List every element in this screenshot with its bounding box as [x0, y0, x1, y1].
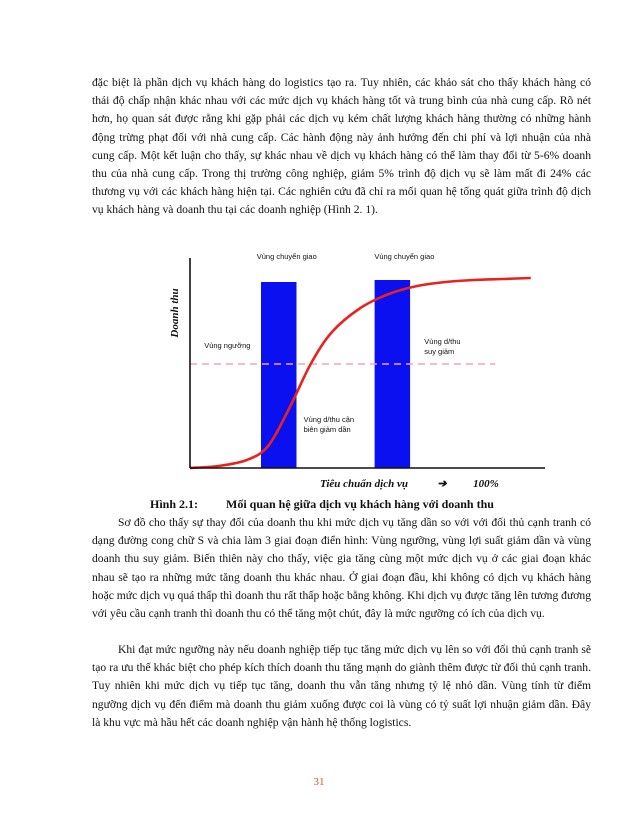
figure-caption-title: Mối quan hệ giữa dịch vụ khách hàng với doanh thu [226, 497, 494, 511]
transition-band-label-1: Vùng chuyển giao [256, 252, 317, 261]
revenue-curve [190, 278, 531, 468]
zone-revenue-decline-line-2: suy giảm [424, 347, 455, 356]
transition-band-1 [261, 282, 297, 468]
zone-decreasing-margin-line-1: Vùng d/thu cận [303, 415, 355, 424]
transition-band-label-2: Vùng chuyển giao [374, 252, 435, 261]
figure-caption [150, 497, 590, 512]
revenue-service-figure [150, 248, 570, 498]
zone-revenue-decline-line-1: Vùng d/thu [424, 337, 461, 346]
transition-band-2 [375, 280, 411, 468]
zone-threshold-line-1: Vùng ngưỡng [204, 341, 251, 350]
zone-decreasing-margin-line-2: biên giảm dần [303, 425, 351, 434]
figure-caption-number: Hình 2.1: [150, 497, 199, 511]
y-axis-label: Doanh thu [169, 288, 181, 338]
paragraph-3: Khi đạt mức ngưỡng này nếu doanh nghiệp tiếp tục tăng mức dịch vụ lên so với đối thủ cạnh tranh sẽ tạo ra ưu thế khác biệt cho phép kích thích doanh thu tăng mạnh do giành thêm được từ đối thủ cạnh tranh. Tuy nhiên khi mức dịch vụ tiếp tục tăng, doanh thu vẫn tăng nhưng tỷ lệ nhỏ dần. Vùng tính từ điểm ngưỡng dịch vụ đến điểm mà doanh thu giảm xuống được coi là vùng có tỷ suất lợi nhuận giảm dần. Đây là khu vực mà hầu hết các doanh nghiệp vận hành hệ thống logistics. [92, 643, 591, 729]
paragraph-1: đặc biệt là phần dịch vụ khách hàng do logistics tạo ra. Tuy nhiên, các khảo sát cho thấy khách hàng có thái độ chấp nhận khác nhau với các mức dịch vụ khách hàng tốt và trung bình của nhà cung cấp. Rõ nét hơn, họ quan sát được rằng khi gặp phải các dịch vụ kém chất lượng khách hàng thường có những hành động trừng phạt đối với nhà cung cấp. Các hành động này ảnh hưởng đến chi phí và lợi nhuận của nhà cung cấp. Một kết luận cho thấy, sự khác nhau về dịch vụ khách hàng có thể làm thay đổi từ 5-6% doanh thu của nhà cung cấp. Trong thị trường công nghiệp, giảm 5% trình độ dịch vụ sẽ làm mất đi 24% các thương vụ với các khách hàng hiện tại. Các nghiên cứu đã chỉ ra mối quan hệ tổng quát giữa trình độ dịch vụ khách hàng và doanh thu tại các doanh nghiệp (Hình 2. 1). [92, 76, 591, 217]
revenue-service-chart [150, 248, 570, 498]
x-axis-arrow: ➔ [437, 478, 447, 490]
x-axis-end-label: 100% [473, 478, 499, 490]
x-axis-label: Tiêu chuẩn dịch vụ [320, 478, 408, 490]
page-number: 31 [313, 776, 325, 788]
paragraph-2: Sơ đồ cho thấy sự thay đổi của doanh thu khi mức dịch vụ tăng dần so với với đối thủ cạnh tranh có dạng đường cong chữ S và chia làm 3 giai đoạn điển hình: Vùng ngưỡng, vùng lợi suất giảm dần và vùng doanh thu suy giảm. Biến thiên này cho thấy, việc gia tăng cùng một mức dịch vụ ở các giai đoạn khác nhau sẽ tạo ra những mức tăng doanh thu khác nhau. Ở giai đoạn đầu, khi không có dịch vụ khách hàng hoặc mức dịch vụ quá thấp thì doanh thu rất thấp hoặc bằng không. Khi dịch vụ được tăng lên tương đương với yêu cầu cạnh tranh thì doanh thu có thể tăng một chút, đây là mức ngưỡng có ích của dịch vụ. [92, 516, 591, 621]
